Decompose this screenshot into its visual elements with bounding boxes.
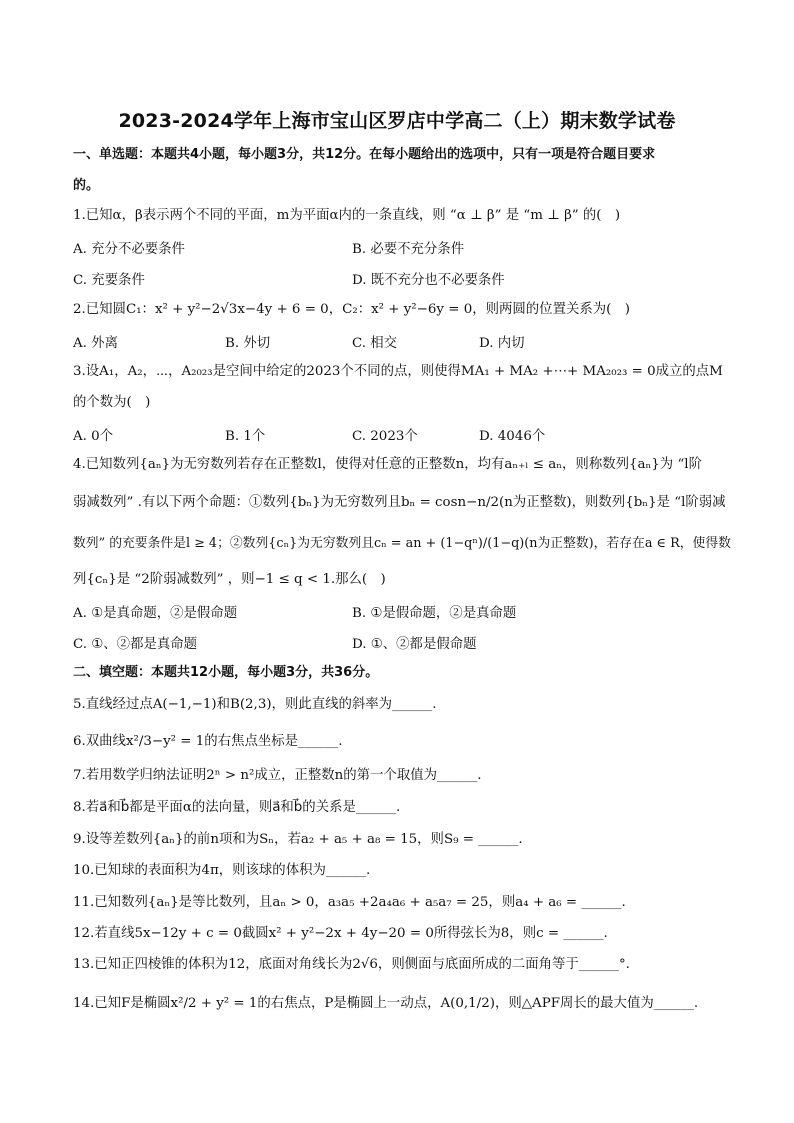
q2-option-d: D. 内切 <box>479 336 525 351</box>
q4-option-c: C. ①、②都是真命题 <box>73 637 198 652</box>
question-7: 7.若用数学归纳法证明2ⁿ > n²成立，正整数n的第一个取值为______. <box>73 768 482 783</box>
question-14: 14.已知F是椭圆x²/2 + y² = 1的右焦点，P是椭圆上一动点，A(0,1/2)，则△APF周长的最大值为______. <box>73 996 699 1011</box>
question-5: 5.直线经过点A(−1,−1)和B(2,3)，则此直线的斜率为______. <box>73 697 437 712</box>
q3-option-b: B. 1个 <box>225 429 266 444</box>
section-1-heading: 一、单选题：本题共4小题，每小题3分，共12分。在每小题给出的选项中，只有一项是符合题目要求 <box>73 147 656 162</box>
question-4-stem-4: 列{cₙ}是 “2阶弱减数列” ，则−1 ≤ q < 1.那么( ) <box>73 572 386 587</box>
q4-option-b: B. ①是假命题，②是真命题 <box>352 606 517 621</box>
section-2-heading: 二、填空题：本题共12小题，每小题3分，共36分。 <box>73 665 379 680</box>
q1-option-a: A. 充分不必要条件 <box>73 242 185 257</box>
question-13: 13.已知正四棱锥的体积为12，底面对角线长为2√6，则侧面与底面所成的二面角等于______°. <box>73 957 630 972</box>
question-6: 6.双曲线x²/3−y² = 1的右焦点坐标是______. <box>73 734 343 749</box>
q2-option-b: B. 外切 <box>225 336 271 351</box>
question-8: 8.若a⃗和b⃗都是平面α的法向量，则a⃗和b⃗的关系是______. <box>73 800 401 815</box>
question-2-stem: 2.已知圆C₁：x² + y²−2√3x−4y + 6 = 0，C₂：x² + y²−6y = 0，则两圆的位置关系为( ) <box>73 302 630 317</box>
question-3-stem-cont: 的个数为( ) <box>73 395 151 410</box>
question-4-stem-1: 4.已知数列{aₙ}为无穷数列若存在正整数l，使得对任意的正整数n，均有aₙ₊ₗ ≤ aₙ，则称数列{aₙ}为 “l阶 <box>73 457 702 472</box>
section-1-heading-cont: 的。 <box>73 178 100 193</box>
question-12: 12.若直线5x−12y + c = 0截圆x² + y²−2x + 4y−20 = 0所得弦长为8，则c = ______. <box>73 926 608 941</box>
exam-title: 2023-2024学年上海市宝山区罗店中学高二（上）期末数学试卷 <box>118 110 676 132</box>
q3-option-d: D. 4046个 <box>479 429 546 444</box>
q3-option-c: C. 2023个 <box>352 429 418 444</box>
q1-option-c: C. 充要条件 <box>73 273 145 288</box>
question-4-stem-3: 数列” 的充要条件是l ≥ 4；②数列{cₙ}为无穷数列且cₙ = an + (1−qⁿ)/(1−q)(n为正整数)，若存在a ∈ R，使得数 <box>73 536 731 551</box>
question-9: 9.设等差数列{aₙ}的前n项和为Sₙ，若a₂ + a₅ + a₈ = 15，则S₉ = ______. <box>73 832 523 847</box>
question-10: 10.已知球的表面积为4π，则该球的体积为______. <box>73 863 371 878</box>
q1-option-b: B. 必要不充分条件 <box>352 242 465 257</box>
q1-option-d: D. 既不充分也不必要条件 <box>352 273 505 288</box>
q4-option-a: A. ①是真命题，②是假命题 <box>73 606 238 621</box>
question-4-stem-2: 弱减数列” .有以下两个命题：①数列{bₙ}为无穷数列且bₙ = cosn−n/2(n为正整数)，则数列{bₙ}是 “l阶弱减 <box>73 495 726 510</box>
question-3-stem: 3.设A₁，A₂，⋯，A₂₀₂₃是空间中给定的2023个不同的点，则使得MA₁ + MA₂ +⋯+ MA₂₀₂₃ = 0成立的点M <box>73 364 723 379</box>
q2-option-a: A. 外离 <box>73 336 118 351</box>
q3-option-a: A. 0个 <box>73 429 114 444</box>
q2-option-c: C. 相交 <box>352 336 398 351</box>
q4-option-d: D. ①、②都是假命题 <box>352 637 477 652</box>
question-1-stem: 1.已知α，β表示两个不同的平面，m为平面α内的一条直线，则 “α ⊥ β” 是 “m ⊥ β” 的( ) <box>73 208 621 223</box>
question-11: 11.已知数列{aₙ}是等比数列，且aₙ > 0，a₃a₅ +2a₄a₆ + a₅a₇ = 25，则a₄ + a₆ = ______. <box>73 895 626 910</box>
